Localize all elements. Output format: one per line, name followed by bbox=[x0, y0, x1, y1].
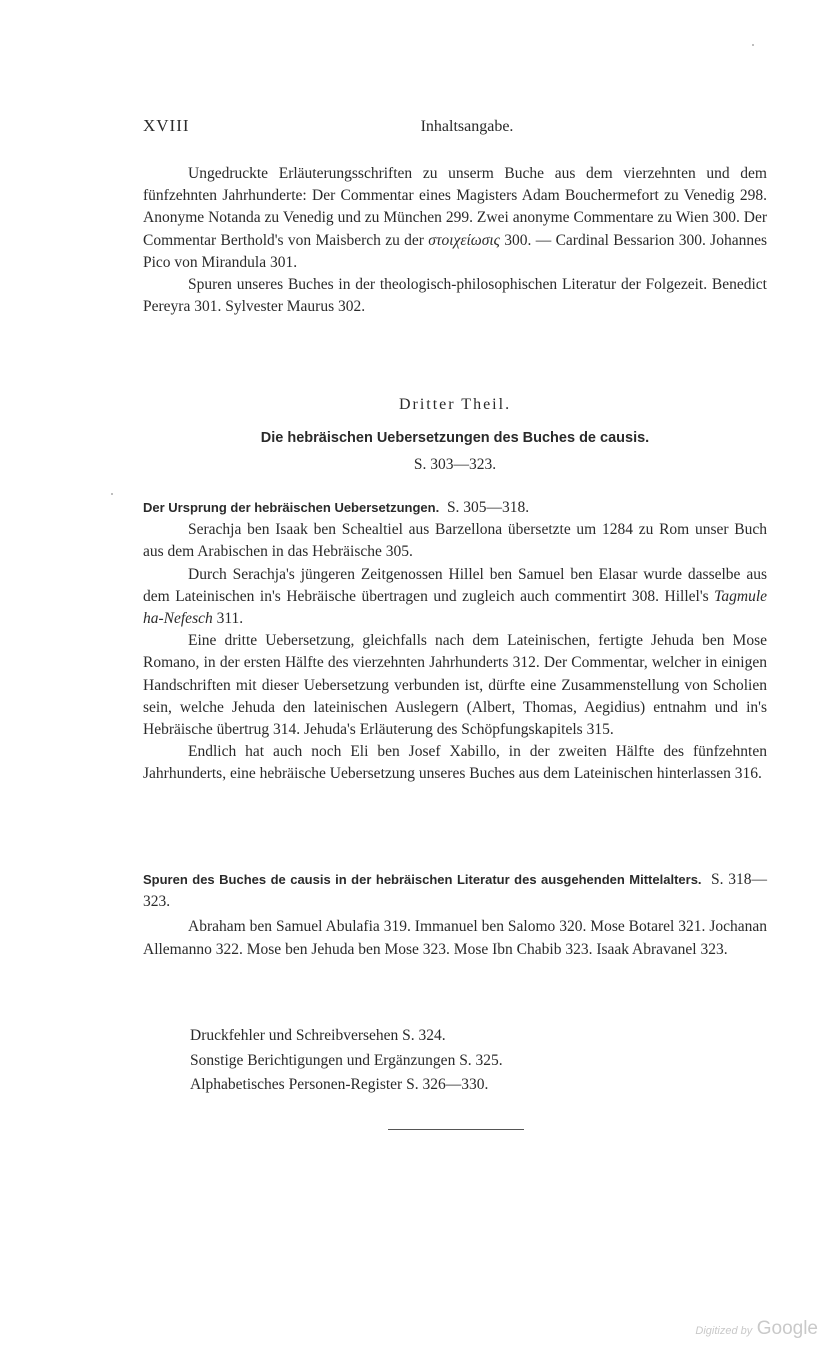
part-pages: S. 303—323. bbox=[413, 456, 497, 473]
page-header bbox=[143, 116, 767, 142]
intro-paragraph-1 bbox=[143, 163, 767, 274]
tagmule-title: Tagmule ha-Nefesch bbox=[143, 587, 767, 628]
section-origin-paragraph-4: Endlich hat auch noch Eli ben Josef Xabillo, in der zweiten Hälfte des fünfzehnten Jahrhunderts, eine hebräische Uebersetzung unseres Buches aus dem Lateinischen hinterlassen 316. bbox=[143, 743, 767, 783]
page-number: XVIII bbox=[143, 116, 190, 135]
section-traces-paragraph-1: Abraham ben Samuel Abulafia 319. Immanuel ben Salomo 320. Mose Botarel 321. Jochanan Allemanno 322. Mose ben Jehuda ben Mose 323. Mose Ibn Chabib 323. Isaak Abravanel 323. bbox=[143, 918, 767, 958]
intro-paragraph-1-part2: 300. — Cardinal Bessarion 300. Johannes Pico von Mirandula 301. bbox=[143, 231, 767, 271]
section-traces-pages: S. 318—323. bbox=[143, 871, 767, 911]
running-head: Inhaltsangabe. bbox=[420, 118, 514, 135]
greek-term: στοιχείωσις bbox=[428, 231, 500, 249]
end-matter-item: Alphabetisches Personen-Register S. 326—330. bbox=[190, 1076, 489, 1093]
intro-paragraph-2: Spuren unseres Buches in der theologisch-philosophischen Literatur der Folgezeit. Benedict Pereyra 301. Sylvester Maurus 302. bbox=[143, 276, 767, 316]
intro-section bbox=[143, 163, 767, 318]
section-origin-paragraph-2 bbox=[143, 564, 767, 631]
section-origin-paragraph-3: Eine dritte Uebersetzung, gleichfalls nach dem Lateinischen, fertigte Jehuda ben Mose Romano, in der ersten Hälfte des vierzehnten Jahrhunderts 312. Der Commentar, welcher in einigen Handschriften mit dieser Uebersetzung verbunden ist, dürfte eine Zusammenstellung von Scholien sein, welche Jehuda den lateinischen Auslegern (Albert, Thomas, Aegidius) entnahm und in's Hebräische übertrug 314. Jehuda's Erläuterung des Schöpfungskapitels 315. bbox=[143, 632, 767, 739]
section-origin bbox=[143, 497, 767, 786]
section-origin-pages: S. 305—318. bbox=[446, 499, 530, 516]
section-origin-paragraph-1: Serachja ben Isaak ben Schealtiel aus Barzellona übersetzte um 1284 zu Rom unser Buch aus dem Arabischen in das Hebräische 305. bbox=[143, 521, 767, 561]
digitization-watermark bbox=[695, 1318, 818, 1340]
end-matter-list bbox=[190, 1024, 767, 1098]
section-origin-heading-line bbox=[143, 497, 767, 519]
section-origin-paragraph-2-after: 311. bbox=[212, 610, 244, 628]
paper-speck bbox=[111, 493, 113, 495]
end-matter-item: Druckfehler und Schreibversehen S. 324. bbox=[190, 1027, 446, 1044]
section-traces-heading-line bbox=[143, 869, 767, 913]
watermark-brand: Google bbox=[756, 1318, 818, 1339]
section-traces-heading: Spuren des Buches de causis in der hebräischen Literatur des ausgehenden Mittelalters. bbox=[143, 872, 702, 887]
paper-speck bbox=[752, 44, 754, 46]
end-matter-item: Sonstige Berichtigungen und Ergänzungen S. 325. bbox=[190, 1051, 503, 1069]
part-title: Dritter Theil. bbox=[398, 396, 512, 413]
part-subtitle: Die hebräischen Uebersetzungen des Buches de causis. bbox=[260, 430, 650, 446]
section-origin-heading: Der Ursprung der hebräischen Uebersetzungen. bbox=[143, 500, 440, 515]
intro-paragraph-1-part1: Ungedruckte Erläuterungsschriften zu unserm Buche aus dem vierzehnten und dem fünfzehnten Jahrhunderte: Der Commentar eines Magisters Adam Bouchermefort zu Venedig 298. Anonyme Notanda zu Venedig und zu München 299. Zwei anonyme Commentare zu Wien 300. Der Commentar Berthold's von Maisberch zu der bbox=[143, 165, 767, 249]
watermark-prefix: Digitized by bbox=[695, 1325, 753, 1337]
section-traces bbox=[143, 869, 767, 961]
closing-rule bbox=[388, 1129, 524, 1130]
section-origin-paragraph-2-before: Durch Serachja's jüngeren Zeitgenossen Hillel ben Samuel ben Elasar wurde dasselbe aus dem Lateinischen in's Hebräische übertragen und zugleich auch commentirt 308. Hillel's bbox=[143, 565, 767, 605]
